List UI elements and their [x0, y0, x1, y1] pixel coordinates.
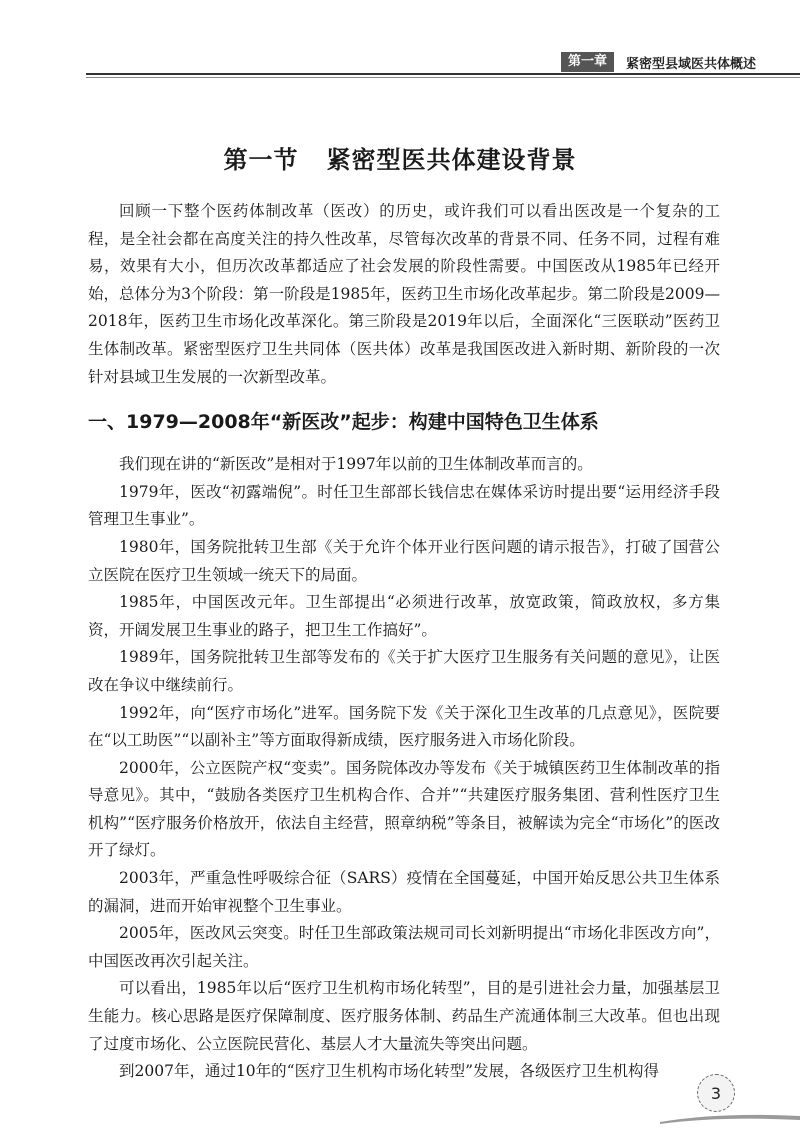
body-paragraph: 2005年，医改风云突变。时任卫生部政策法规司司长刘新明提出“市场化非医改方向”，中国医改再次引起关注。 — [88, 924, 720, 970]
body-paragraph: 1980年，国务院批转卫生部《关于允许个体开业行医问题的请示报告》，打破了国营公立医院在医疗卫生领域一统天下的局面。 — [88, 537, 720, 584]
chapter-header — [561, 52, 800, 72]
body-paragraph: 可以看出，1985年以后“医疗卫生机构市场化转型”，目的是引进社会力量，加强基层卫生能力。核心思路是医疗保障制度、医疗服务体制、药品生产流通体制三大改革。但也出现了过度市场化、公立医院民营化、基层人才大量流失等突出问题。 — [88, 979, 720, 1053]
header-rule-thin — [86, 77, 800, 78]
running-header — [0, 0, 800, 80]
body-paragraph: 1989年，国务院批转卫生部等发布的《关于扩大医疗卫生服务有关问题的意见》，让医改在争议中继续前行。 — [88, 648, 720, 694]
body-paragraph: 2003年，严重急性呼吸综合征（SARS）疫情在全国蔓延，中国开始反思公共卫生体系的漏洞，进而开始审视整个卫生事业。 — [88, 869, 720, 915]
subsection-heading: 一、1979—2008年“新医改”起步：构建中国特色卫生体系 — [88, 411, 599, 434]
chapter-title: 紧密型县域医共体概述 — [625, 56, 756, 72]
chapter-label: 第一章 — [561, 52, 614, 72]
body-paragraph: 2000年，公立医院产权“变卖”。国务院体改办等发布《关于城镇医药卫生体制改革的指导意见》。其中，“鼓励各类医疗卫生机构合作、合并”“共建医疗服务集团、营利性医疗卫生机构”“医疗服务价格放开，依法自主经营，照章纳税”等条目，被解读为完全“市场化”的医改开了绿灯。 — [88, 758, 720, 860]
body-paragraph: 到2007年，通过10年的“医疗卫生机构市场化转型”发展，各级医疗卫生机构得 — [119, 1062, 660, 1081]
body-paragraph: 1985年，中国医改元年。卫生部提出“必须进行改革，放宽政策，简政放权，多方集资，开阔发展卫生事业的路子，把卫生工作搞好”。 — [88, 593, 720, 639]
section-number: 第一节 — [223, 146, 299, 174]
header-rule — [86, 73, 800, 75]
body-paragraph: 1992年，向“医疗市场化”进军。国务院下发《关于深化卫生改革的几点意见》，医院要在“以工助医”“以副补主”等方面取得新成绩，医疗服务进入市场化阶段。 — [88, 703, 720, 750]
page-number-swoosh — [660, 1110, 800, 1124]
body-paragraph: 1979年，医改“初露端倪”。时任卫生部部长钱信忠在媒体采访时提出要“运用经济手段管理卫生事业”。 — [88, 482, 720, 529]
body-paragraph: 我们现在讲的“新医改”是相对于1997年以前的卫生体制改革而言的。 — [119, 455, 593, 474]
page-number: 3 — [697, 1074, 735, 1112]
section-title-text: 紧密型医共体建设背景 — [326, 146, 577, 174]
intro-paragraph: 回顾一下整个医药体制改革（医改）的历史，或许我们可以看出医改是一个复杂的工程，是全社会都在高度关注的持久性改革，尽管每次改革的背景不同、任务不同，过程有难易，效果有大小，但历次改革都适应了社会发展的阶段性需要。中国医改从1985年已经开始，总体分为3个阶段：第一阶段是1985年，医药卫生市场化改革起步。第二阶段是2009—2018年，医药卫生市场化改革深化。第三阶段是2019年以后，全面深化“三医联动”医药卫生体制改革。紧密型医疗卫生共同体（医共体）改革是我国医改进入新时期、新阶段的一次针对县域卫生发展的一次新型改革。 — [88, 202, 720, 386]
page-content — [88, 198, 720, 1086]
section-title — [0, 140, 800, 175]
